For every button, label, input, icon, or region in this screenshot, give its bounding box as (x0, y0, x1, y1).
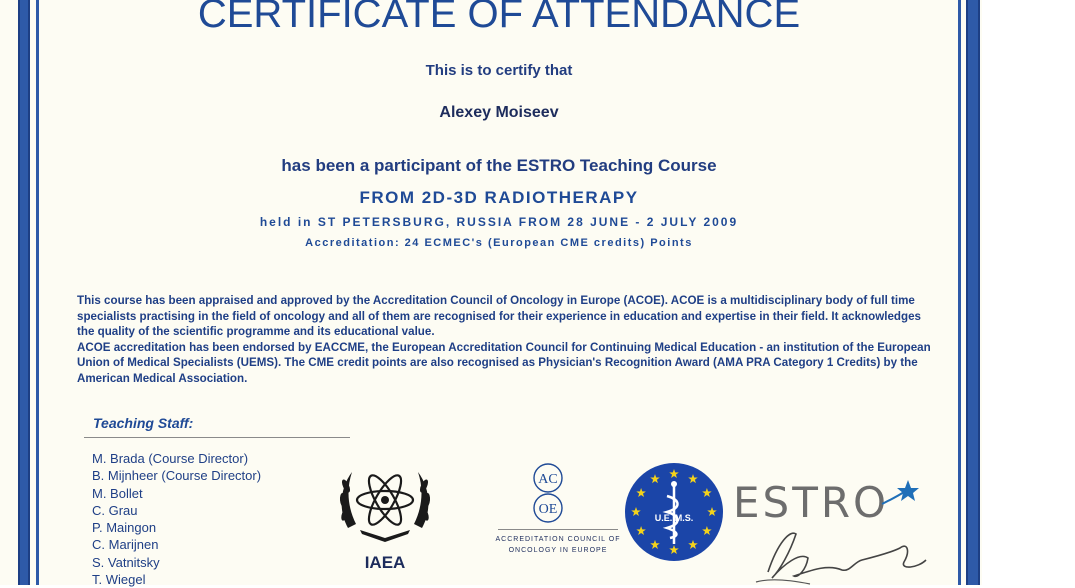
acoe-caption-line-1: ACCREDITATION COUNCIL OF (495, 536, 621, 543)
outside-margin (982, 0, 1075, 585)
staff-member: S. Vatnitsky (92, 554, 160, 570)
acoe-letters-top: AC (538, 472, 558, 487)
course-title: FROM 2D-3D RADIOTHERAPY (359, 188, 639, 207)
staff-member: M. Bollet (92, 485, 143, 501)
acoe-divider (498, 529, 618, 530)
staff-member: B. Mijnheer (Course Director) (92, 468, 262, 484)
staff-member: C. Grau (92, 502, 138, 518)
staff-member: M. Brada (Course Director) (92, 451, 249, 466)
estro-logo-text: ESTRO (733, 478, 890, 527)
staff-member: P. Maingon (92, 520, 157, 536)
acoe-logo-icon (528, 462, 568, 526)
certify-line: This is to certify that (425, 62, 573, 79)
left-border (18, 0, 30, 585)
teaching-staff-divider (84, 437, 350, 438)
acoe-letters-bottom: OE (538, 502, 558, 517)
teaching-staff-list (92, 450, 261, 588)
staff-member: C. Marijnen (92, 537, 159, 553)
iaea-label: IAEA (364, 553, 406, 572)
right-border (966, 0, 980, 585)
signature-icon (750, 512, 940, 585)
uems-logo-icon (624, 458, 724, 566)
acoe-caption (488, 534, 628, 556)
right-inner-border (958, 0, 961, 585)
certificate-title: CERTIFICATE OF ATTENDANCE (197, 0, 801, 36)
uems-label: U.E. M.S. (654, 513, 694, 523)
participant-line: has been a participant of the ESTRO Teaching Course (281, 156, 717, 175)
staff-member: T. Wiegel (92, 572, 146, 588)
course-location-dates: held in ST PETERSBURG, RUSSIA FROM 28 JUNE - 2 JULY 2009 (259, 215, 739, 229)
acoe-caption-line-2: ONCOLOGY IN EUROPE (508, 547, 608, 554)
left-inner-border (36, 0, 39, 585)
teaching-staff-heading: Teaching Staff: (93, 415, 194, 431)
statement-paragraph-acoe: This course has been appraised and approved by the Accreditation Council of Oncology in Europe (ACOE). ACOE is a multidisciplinary body of full time specialists practising in the field of oncology and all of them are recognised for their experience in education and expertise in their field. It acknowledges the quality of the scientific programme and its educational value. (77, 294, 921, 338)
participant-name: Alexey Moiseev (439, 104, 559, 121)
accreditation-statement (77, 293, 937, 386)
estro-star-icon (880, 474, 920, 514)
statement-paragraph-eaccme: ACOE accreditation has been endorsed by EACCME, the European Accreditation Council for Continuing Medical Education - an institution of the European Union of Medical Specialists (UEMS). The CME credit points are also recognised as Physician's Recognition Award (AMA PRA Category 1 Credits) by the American Medical Association. (77, 340, 931, 385)
accreditation-points: Accreditation: 24 ECMEC's (European CME credits) Points (305, 237, 693, 249)
